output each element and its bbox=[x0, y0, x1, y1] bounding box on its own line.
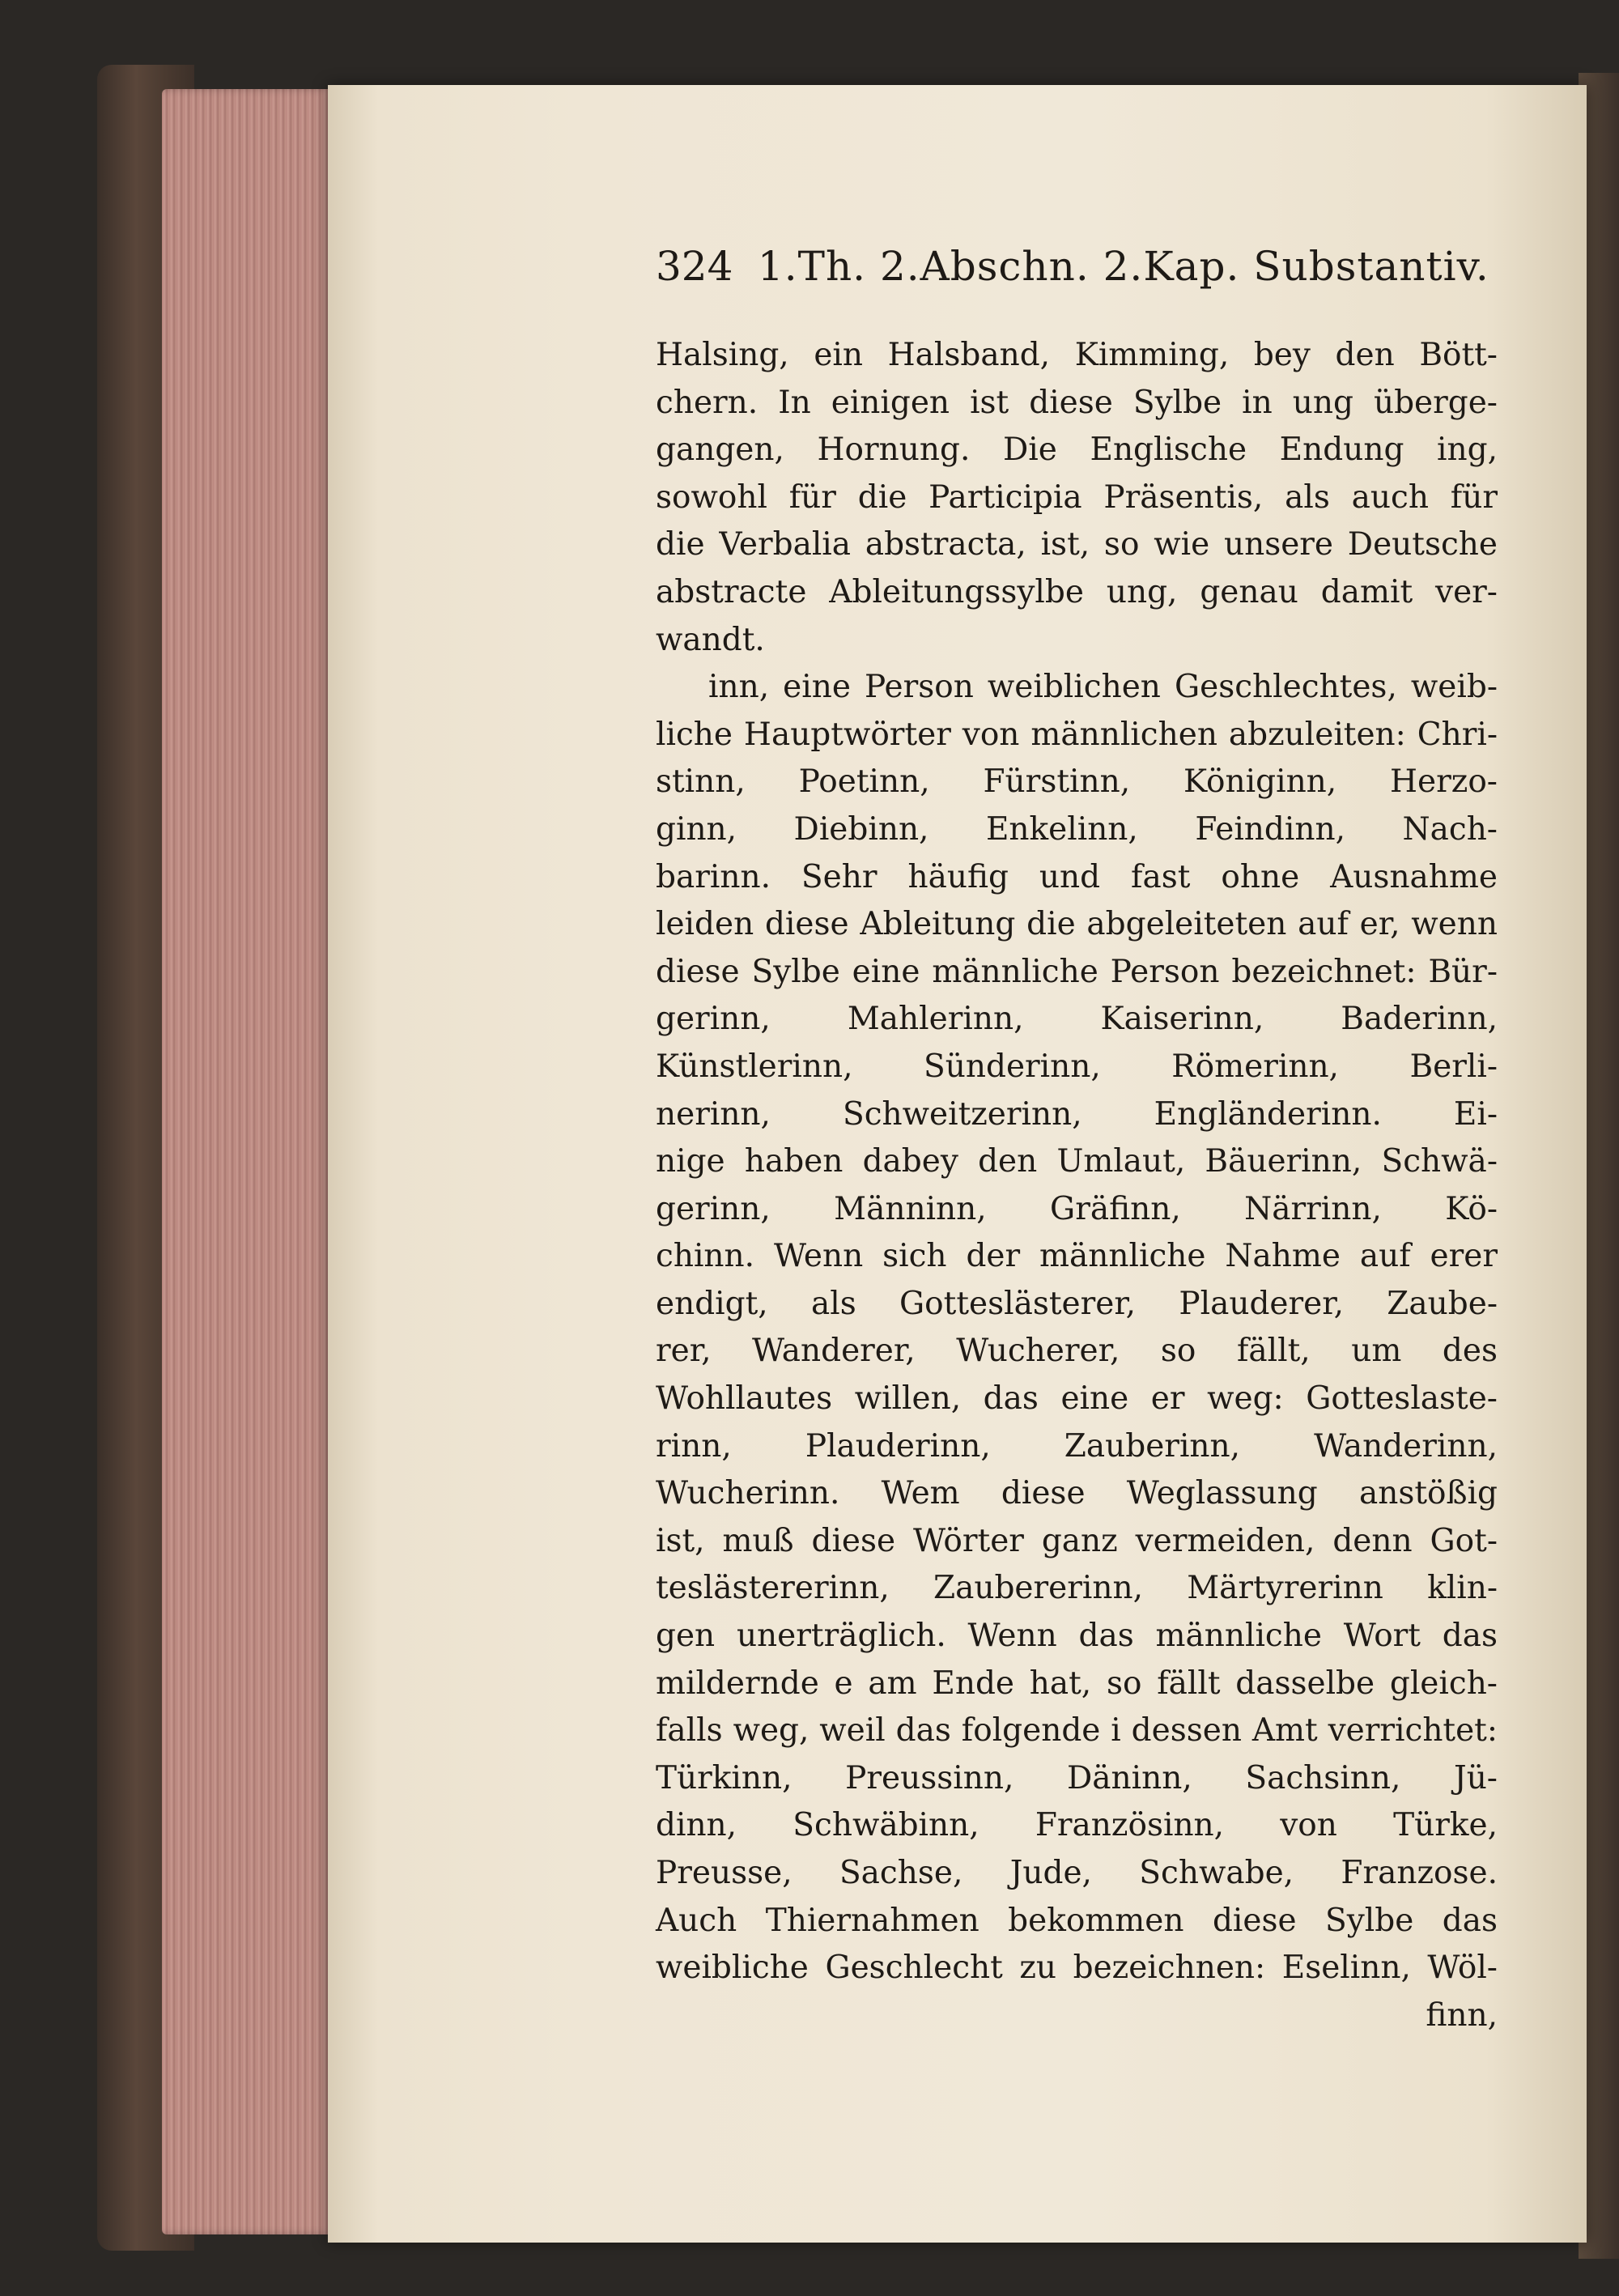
text-line: dinn, Schwäbinn, Französinn, von Türke, bbox=[656, 1807, 1498, 1844]
text-line: gerinn, Männinn, Gräfinn, Närrinn, Kö- bbox=[656, 1190, 1498, 1227]
running-title: 1.Th. 2.Abschn. 2.Kap. Substantiv. bbox=[757, 243, 1489, 290]
text-line: Wohllautes willen, das eine er weg: Gotteslaste- bbox=[656, 1380, 1498, 1418]
text-line: stinn, Poetinn, Fürstinn, Königinn, Herzo- bbox=[656, 763, 1498, 801]
text-line: nige haben dabey den Umlaut, Bäuerinn, Schwä- bbox=[656, 1143, 1498, 1180]
text-line: Künstlerinn, Sünderinn, Römerinn, Berli- bbox=[656, 1048, 1498, 1085]
text-line: gangen, Hornung. Die Englische Endung ing, bbox=[656, 432, 1498, 469]
text-line: Türkinn, Preussinn, Däninn, Sachsinn, Jü- bbox=[656, 1759, 1498, 1796]
text-line: finn, bbox=[1426, 1996, 1498, 2034]
text-line: nerinn, Schweitzerinn, Engländerinn. Ei- bbox=[656, 1095, 1498, 1133]
text-line: ginn, Diebinn, Enkelinn, Feindinn, Nach- bbox=[656, 810, 1498, 848]
text-line: Wucherinn. Wem diese Weglassung anstößig bbox=[656, 1475, 1498, 1512]
text-line: weibliche Geschlecht zu bezeichnen: Eselinn, Wöl- bbox=[656, 1949, 1498, 1987]
text-line: gerinn, Mahlerinn, Kaiserinn, Baderinn, bbox=[656, 1001, 1498, 1038]
text-line: abstracte Ableitungssylbe ung, genau damit ver- bbox=[656, 573, 1498, 610]
page-edges bbox=[162, 89, 336, 2234]
text-line: inn, eine Person weiblichen Geschlechtes, weib- bbox=[708, 669, 1498, 706]
page-number: 324 bbox=[656, 243, 733, 290]
text-line: Auch Thiernahmen bekommen diese Sylbe das bbox=[656, 1902, 1498, 1939]
text-line: diese Sylbe eine männliche Person bezeichnet: Bür- bbox=[656, 953, 1498, 990]
text-line: gen unerträglich. Wenn das männliche Wort das bbox=[656, 1618, 1498, 1655]
text-line: falls weg, weil das folgende i dessen Amt verrichtet: bbox=[656, 1712, 1498, 1750]
page-header bbox=[656, 243, 1514, 290]
text-line: endigt, als Gotteslästerer, Plauderer, Zaube- bbox=[656, 1285, 1498, 1322]
text-line: liche Hauptwörter von männlichen abzuleiten: Chri- bbox=[656, 716, 1498, 753]
text-line: mildernde e am Ende hat, so fällt dasselbe gleich- bbox=[656, 1665, 1498, 1702]
text-line: Halsing, ein Halsband, Kimming, bey den Bött- bbox=[656, 337, 1498, 373]
text-line: rer, Wanderer, Wucherer, so fällt, um des bbox=[656, 1333, 1498, 1370]
text-line: chern. In einigen ist diese Sylbe in ung überge- bbox=[656, 384, 1498, 421]
text-line: barinn. Sehr häufig und fast ohne Ausnahme bbox=[656, 858, 1498, 895]
text-line: leiden diese Ableitung die abgeleiteten auf er, wenn bbox=[656, 906, 1498, 943]
text-line: die Verbalia abstracta, ist, so wie unsere Deutsche bbox=[656, 526, 1498, 563]
text-line: teslästererinn, Zaubererinn, Märtyrerinn klin- bbox=[656, 1570, 1498, 1607]
text-line: ist, muß diese Wörter ganz vermeiden, denn Got- bbox=[656, 1522, 1498, 1559]
text-line: wandt. bbox=[656, 621, 765, 658]
text-line: sowohl für die Participia Präsentis, als auch für bbox=[656, 478, 1498, 516]
text-line: chinn. Wenn sich der männliche Nahme auf erer bbox=[656, 1238, 1498, 1275]
page-body-text bbox=[656, 332, 1498, 2039]
text-line: rinn, Plauderinn, Zauberinn, Wanderinn, bbox=[656, 1427, 1498, 1465]
text-line: Preusse, Sachse, Jude, Schwabe, Franzose. bbox=[656, 1855, 1498, 1891]
